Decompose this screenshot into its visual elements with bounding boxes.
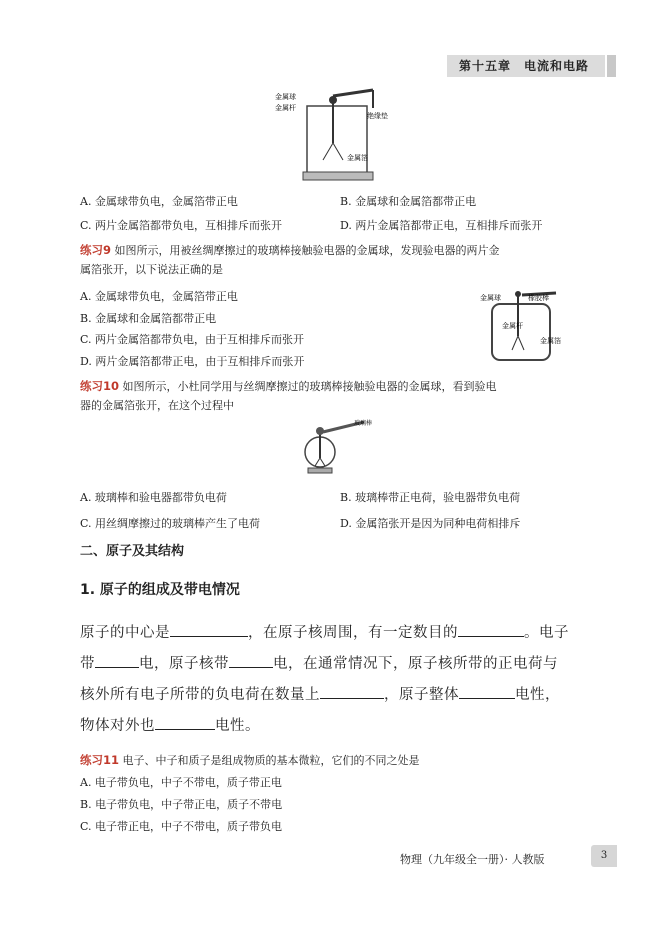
ex9-fig-label-metal-rod: 金属杆 [502,322,523,330]
fill-text: 电，原子核带 [139,656,229,672]
ex10-option-c[interactable]: C. 用丝绸摩擦过的玻璃棒产生了电荷 [80,517,261,530]
ex11-option-b[interactable]: B. 电子带负电，中子带正电，质子不带电 [80,798,283,811]
exercise-10-question [80,377,585,415]
fill-text: ，在原子核周围，有一定数目的 [248,625,458,641]
fill-text: 。电子 [524,625,569,641]
blank-input[interactable] [229,651,273,668]
exercise-9-text-line2: 属箔张开，以下说法正确的是 [80,263,223,276]
prev-option-a[interactable]: A. 金属球带负电，金属箔带正电 [80,195,238,208]
fill-text: 核外所有电子所带的负电荷在数量上 [80,687,320,703]
ex10-option-a[interactable]: A. 玻璃棒和验电器都带负电荷 [80,491,227,504]
fill-text: 带 [80,656,95,672]
figure1-label-ball: 金属球 [275,93,296,101]
ex9-option-a[interactable]: A. 金属球带负电，金属箔带正电 [80,290,238,303]
chapter-header: 第十五章 电流和电路 [447,55,605,77]
ex10-option-d[interactable]: D. 金属箔张开是因为同种电荷相排斥 [340,517,521,530]
fill-text: 电性。 [215,718,260,734]
blank-input[interactable] [95,651,139,668]
ex11-option-a[interactable]: A. 电子带负电，中子不带电，质子带正电 [80,776,282,789]
blank-input[interactable] [155,713,215,730]
ex9-fig-label-rubber-rod: 橡胶棒 [528,294,549,302]
exercise-9-question [80,241,585,279]
exercise-10-text-line2: 器的金属箔张开，在这个过程中 [80,399,234,412]
ex11-option-c[interactable]: C. 电子带正电，中子不带电，质子带负电 [80,820,283,833]
figure1-label-pad: 绝缘垫 [367,112,388,120]
fill-text: 原子的中心是 [80,625,170,641]
prev-option-d[interactable]: D. 两片金属箔都带正电，互相排斥而张开 [340,219,543,232]
ex10-option-b[interactable]: B. 玻璃棒带正电荷，验电器带负电荷 [340,491,521,504]
fill-text: ，原子整体 [384,687,459,703]
electroscope-figure-ex9 [478,288,578,368]
ex9-option-b[interactable]: B. 金属球和金属箔都带正电 [80,312,217,325]
fill-text: 电，在通常情况下，原子核所带的正电荷与 [273,656,558,672]
ex9-fig-label-ball: 金属球 [480,294,501,302]
ex9-option-d[interactable]: D. 两片金属箔都带正电，由于互相排斥而张开 [80,355,305,368]
exercise-11-question [80,751,585,770]
exercise-9-label: 练习9 [80,243,112,257]
blank-input[interactable] [459,682,515,699]
prev-option-c[interactable]: C. 两片金属箔都带负电，互相排斥而张开 [80,219,283,232]
electroscope-figure-ex10 [298,418,388,478]
ex10-fig-label-glass-rod: 玻璃棒 [354,420,373,427]
section-2-subtitle: 1. 原子的组成及带电情况 [80,582,240,598]
fill-text: 物体对外也 [80,718,155,734]
exercise-11-label: 练习11 [80,753,120,767]
ex9-fig-label-foil: 金属箔 [540,337,561,345]
exercise-9-text-line1: 如图所示，用被丝绸摩擦过的玻璃棒接触验电器的金属球，发现验电器的两片金 [114,244,500,257]
section-2-title: 二、原子及其结构 [80,544,185,559]
ex9-option-c[interactable]: C. 两片金属箔都带负电，由于互相排斥而张开 [80,333,305,346]
prev-option-b[interactable]: B. 金属球和金属箔都带正电 [340,195,477,208]
blank-input[interactable] [320,682,384,699]
header-edge-mark [607,55,616,77]
figure1-label-foil: 金属箔 [347,154,368,162]
fill-in-paragraph [80,618,590,742]
fill-text: 电性， [515,687,560,703]
exercise-10-label: 练习10 [80,379,120,393]
footer-book-title: 物理（九年级全一册）· 人教版 [400,853,545,866]
exercise-10-text-line1: 如图所示，小杜同学用与丝绸摩擦过的玻璃棒接触验电器的金属球，看到验电 [122,380,497,393]
blank-input[interactable] [170,620,248,637]
exercise-11-text: 电子、中子和质子是组成物质的基本微粒，它们的不同之处是 [122,754,420,767]
figure1-label-rod: 金属杆 [275,104,296,112]
electroscope-figure-1 [275,88,400,183]
blank-input[interactable] [458,620,524,637]
page-number: 3 [591,845,617,867]
